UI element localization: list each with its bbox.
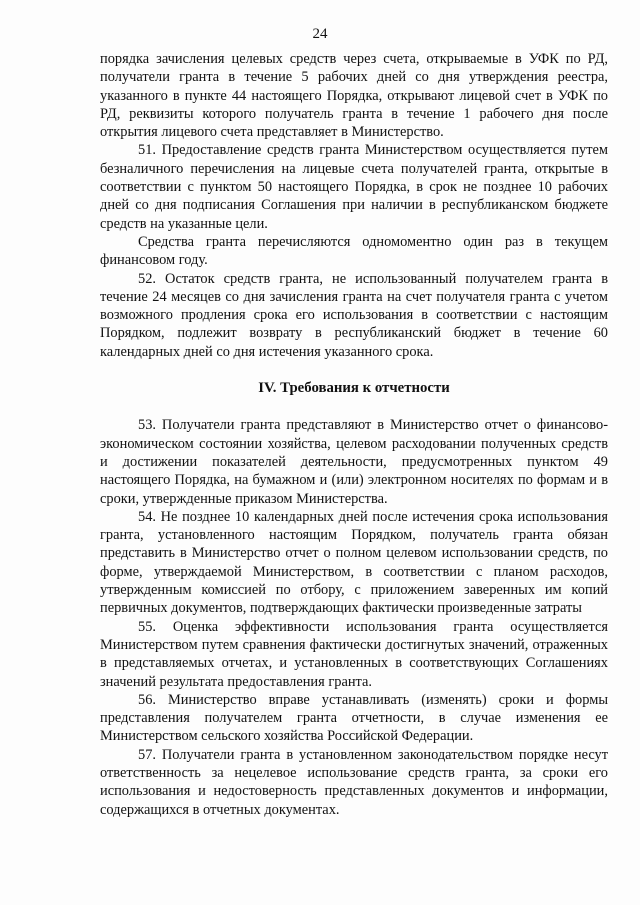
paragraph-51: 51. Предоставление средств гранта Министерством осуществляется путем безналичного перечисления на лицевые счета получателей гранта, открытые в соответствии с пунктом 50 настоящего Порядка, в срок не позднее 10 рабочих дней со дня подписания Соглашения при наличии в республиканском бюджете средств на указанные цели.: [100, 142, 608, 232]
page-number: 24: [312, 26, 328, 42]
section-heading: IV. Требования к отчетности: [258, 380, 450, 397]
paragraph-52: 52. Остаток средств гранта, не использованный получателем гранта в течение 24 месяцев со дня зачисления гранта на счет получателя гранта с учетом возможного продления срока его использования в соответствии с настоящим Порядком, подлежит возврату в республиканский бюджет в течение 60 календарных дней со дня истечения указанного срока.: [100, 270, 608, 360]
paragraph-53: 53. Получатели гранта представляют в Министерство отчет о финансово-экономическом состоянии хозяйства, целевом расходовании полученных средств и достижении показателей деятельности, предусмотренных пунктом 49 настоящего Порядка, на бумажном и (или) электронном носителях по формам и в сроки, утвержденные приказом Министерства.: [100, 417, 608, 507]
paragraph-57: 57. Получатели гранта в установленном законодательством порядке несут ответственность за нецелевое использование средств гранта, за сроки его использования и недостоверность представленных документов и информации, содержащихся в отчетных документах.: [100, 746, 608, 818]
paragraph-grant-transfer: Средства гранта перечисляются одномоментно один раз в текущем финансовом году.: [100, 233, 608, 269]
document-body: [100, 50, 608, 819]
paragraph-54: 54. Не позднее 10 календарных дней после истечения срока использования гранта, установленного настоящим Порядком, получатель гранта обязан представить в Министерство отчет о полном целевом использовании средств, по форме, утверждаемой Министерством, в соответствии с планом расходов, утвержденным комиссией по отбору, с приложением заверенных им копий первичных документов, подтверждающих фактически произведенные затраты: [100, 508, 608, 617]
paragraph-order-continuation: порядка зачисления целевых средств через счета, открываемые в УФК по РД, получатели гранта в течение 5 рабочих дней со дня утверждения реестра, указанного в пункте 44 настоящего Порядка, открывают лицевой счет в УФК по РД, реквизиты которого получатель гранта в течение 1 рабочего дня после открытия лицевого счета представляет в Министерство.: [100, 51, 608, 141]
paragraph-55: 55. Оценка эффективности использования гранта осуществляется Министерством путем сравнения фактически достигнутых значений, отраженных в представляемых отчетах, и установленных в соответствующих Соглашениях значений результата предоставления гранта.: [100, 618, 608, 690]
paragraph-56: 56. Министерство вправе устанавливать (изменять) сроки и формы представления получателем гранта отчетности, в случае изменения ее Министерством сельского хозяйства Российской Федерации.: [100, 691, 608, 745]
